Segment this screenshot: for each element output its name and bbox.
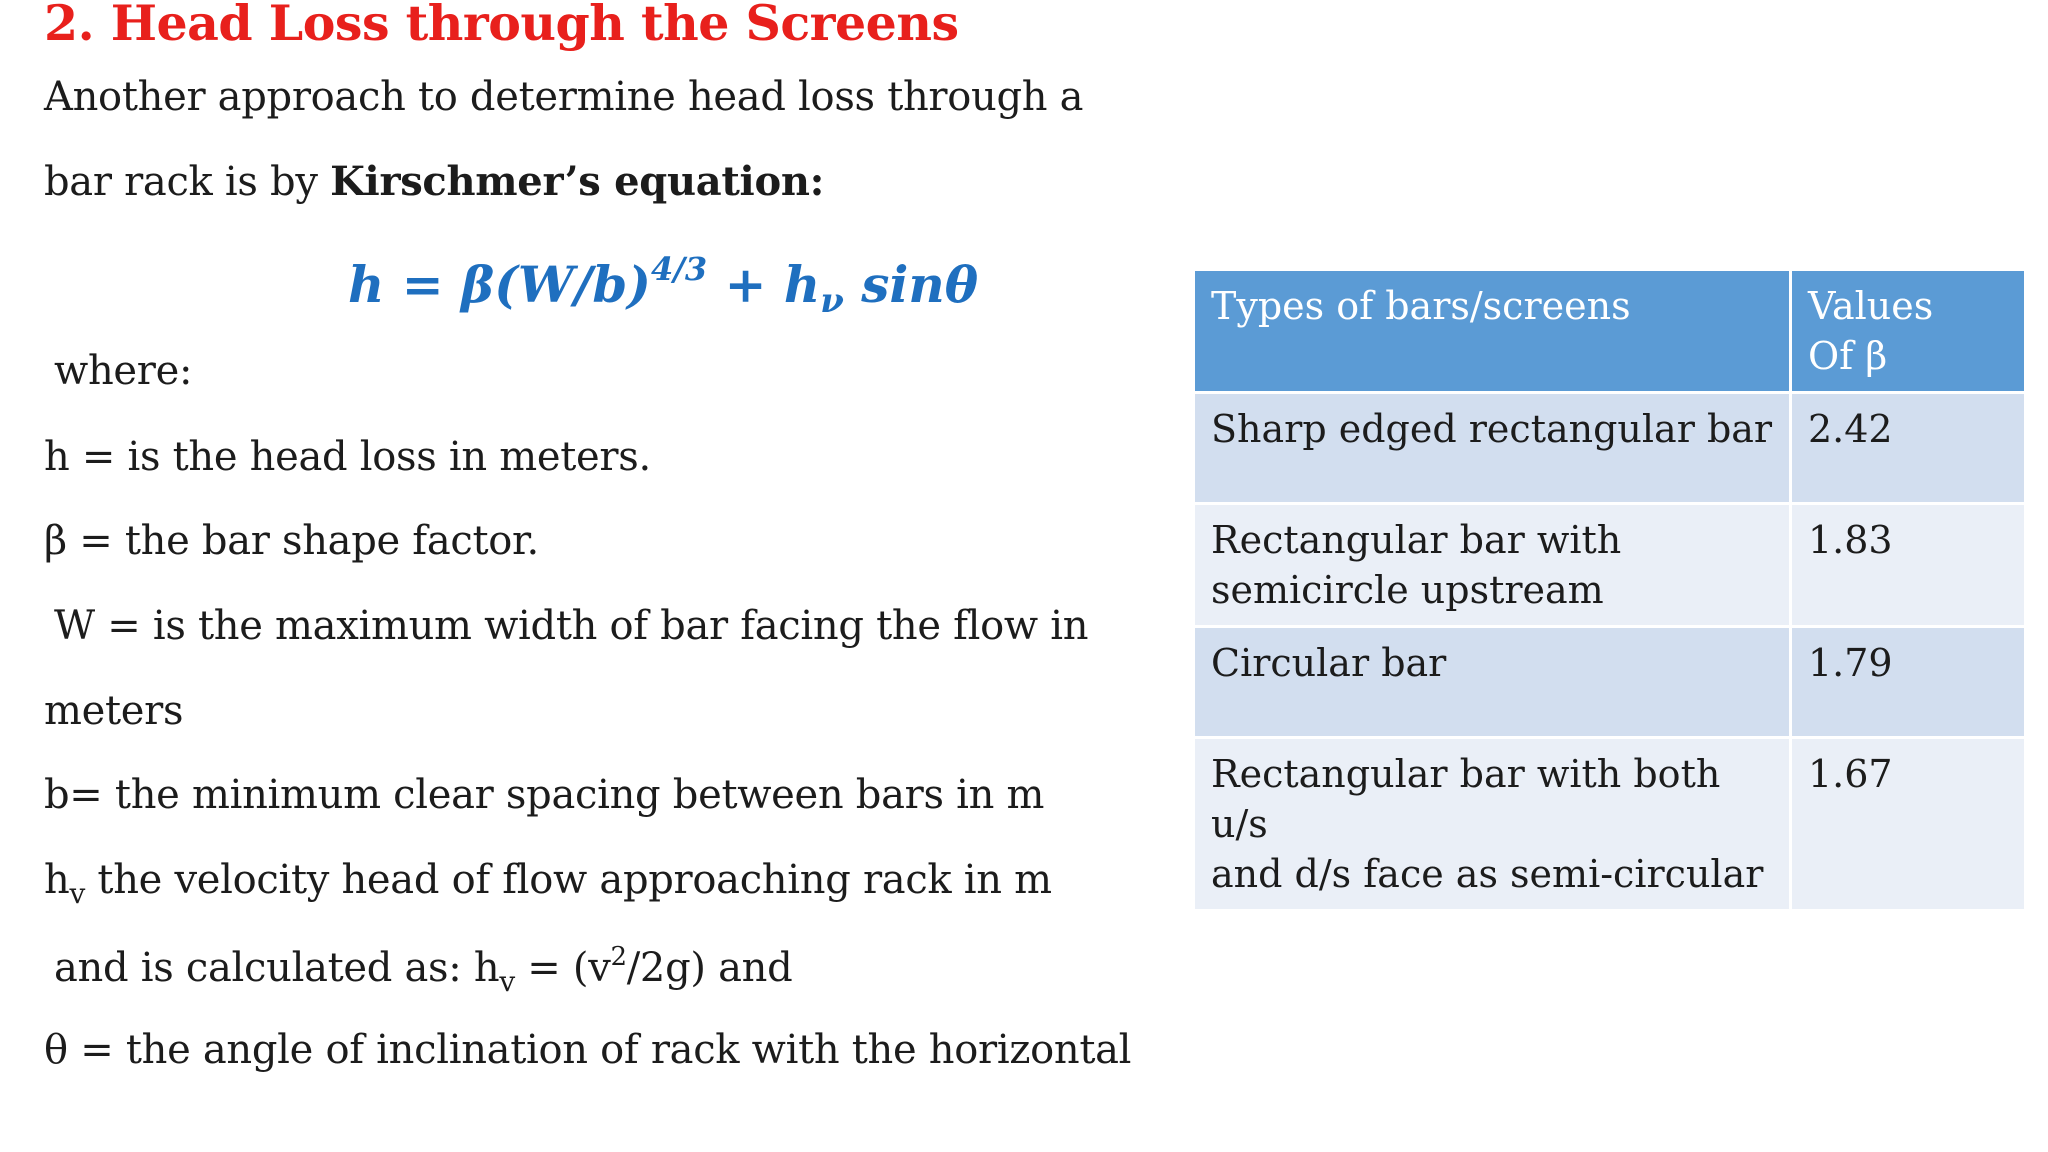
header-beta-values <box>1791 270 2026 393</box>
definition-hv <box>44 857 1052 910</box>
bar-type-cell <box>1194 738 1791 911</box>
kirschmer-equation-label: Kirschmer’s equation: <box>330 158 825 205</box>
definition-b: b= the minimum clear spacing between bars in m <box>44 772 1045 818</box>
beta-value-cell: 1.83 <box>1791 504 2026 627</box>
definition-theta: θ = the angle of inclination of rack with the horizontal <box>44 1027 1132 1073</box>
bar-type-line-1: Rectangular bar with both u/s <box>1211 752 1721 846</box>
definition-hv-h: h <box>44 857 70 903</box>
calc-mid: = (v <box>514 945 611 991</box>
definition-hv-sub: v <box>69 877 85 910</box>
formula-plus-h: + h <box>707 255 821 314</box>
bar-type-cell: Circular bar <box>1194 627 1791 738</box>
bar-type-line-2: semicircle upstream <box>1211 568 1604 612</box>
intro-line-2 <box>44 158 824 205</box>
calc-prefix: and is calculated as: h <box>54 945 500 991</box>
beta-values-table <box>1192 268 2027 912</box>
bar-type-line-1: Rectangular bar with <box>1211 518 1622 562</box>
definition-hv-rest: the velocity head of flow approaching rack in m <box>85 857 1052 903</box>
table-row <box>1194 504 2026 627</box>
beta-value-cell: 1.79 <box>1791 627 2026 738</box>
beta-value-cell: 1.67 <box>1791 738 2026 911</box>
formula-lhs: h = β(W/b) <box>348 255 651 314</box>
bar-type-cell: Sharp edged rectangular bar <box>1194 393 1791 504</box>
definition-w-line-1: W = is the maximum width of bar facing the flow in <box>54 603 1089 649</box>
definition-w-line-2: meters <box>44 688 184 734</box>
definition-beta: β = the bar shape factor. <box>44 518 539 564</box>
header-bar-type: Types of bars/screens <box>1194 270 1791 393</box>
table-row <box>1194 393 2026 504</box>
definition-h: h = is the head loss in meters. <box>44 434 651 480</box>
formula-exponent: 4/3 <box>650 250 708 288</box>
table-row <box>1194 738 2026 911</box>
bar-type-cell <box>1194 504 1791 627</box>
slide-title: 2. Head Loss through the Screens <box>44 0 959 52</box>
formula-tail: sinθ <box>843 255 979 314</box>
header-values-line-1: Values <box>1808 284 1934 328</box>
table-row <box>1194 627 2026 738</box>
where-label: where: <box>54 348 193 394</box>
header-values-line-2: Of β <box>1808 334 1888 378</box>
calc-sup-2: 2 <box>610 942 627 972</box>
kirschmer-formula <box>348 250 978 321</box>
formula-sub-v: ν <box>820 281 844 321</box>
intro-line-1: Another approach to determine head loss through a <box>44 74 1084 120</box>
beta-value-cell: 2.42 <box>1791 393 2026 504</box>
intro-line-2-prefix: bar rack is by <box>44 159 331 205</box>
bar-type-line-2: and d/s face as semi-circular <box>1211 852 1764 896</box>
definition-calculation <box>54 942 792 998</box>
table-header-row <box>1194 270 2026 393</box>
calc-sub-v: v <box>499 965 515 998</box>
calc-suffix: /2g) and <box>626 945 793 991</box>
